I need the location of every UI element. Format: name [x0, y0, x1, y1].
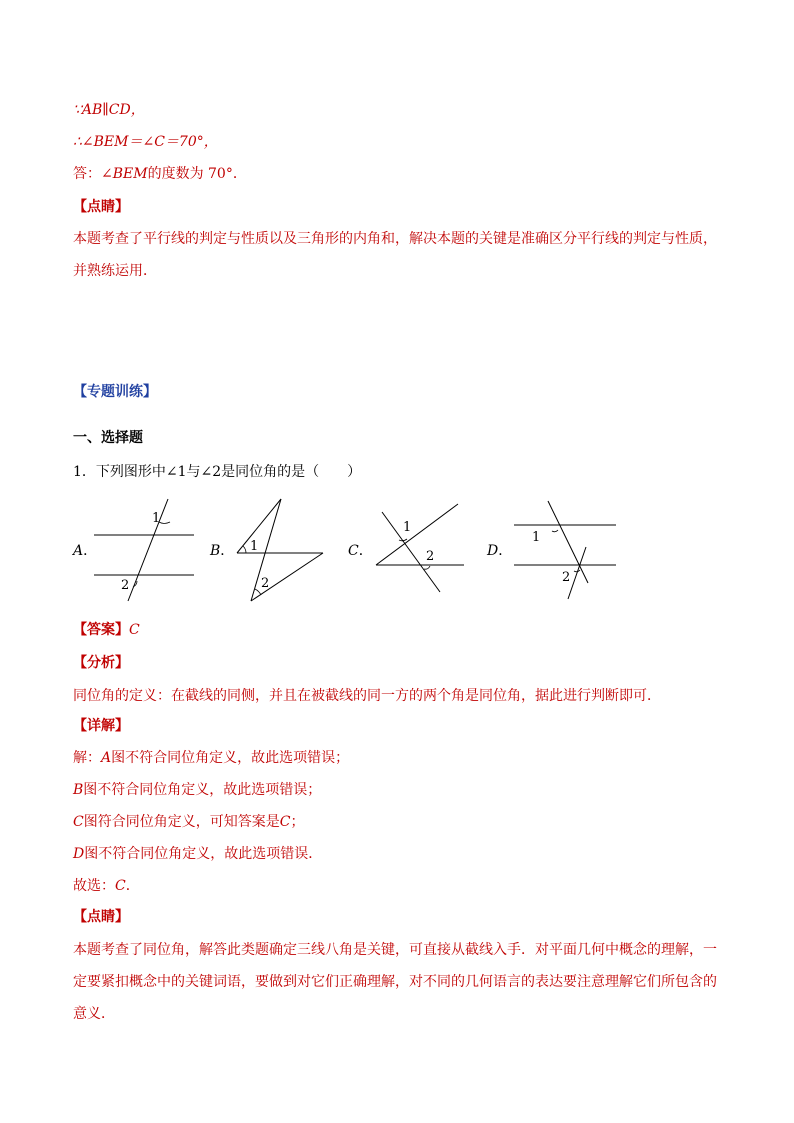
answer-rest: 的度数为 70°．: [147, 166, 247, 182]
dianjing-text-2: 并熟练运用．: [73, 263, 157, 279]
figure-a-angle-2: 2: [121, 578, 130, 593]
option-c-dot: ．: [358, 543, 373, 559]
figure-c-angle-2: 2: [426, 549, 435, 564]
figure-b-angle-2: 2: [261, 576, 270, 591]
detail-line-5-prefix: 故选：: [73, 878, 115, 894]
detail-line-4-rest: 图不符合同位角定义，故此选项错误．: [84, 846, 323, 862]
detail-line-4-letter: D: [73, 846, 85, 862]
dianjing2-text-3: 意义．: [73, 1006, 115, 1022]
solution-answer-line: [73, 164, 247, 184]
figure-d-arc-1: [552, 530, 558, 532]
question-text: 1．下列图形中∠1与∠2是同位角的是（ ）: [73, 464, 362, 480]
dianjing2-text-1: 本题考查了同位角，解答此类题确定三线八角是关键，可直接从截线入手．对平面几何中概念的理解，一: [73, 942, 717, 958]
dianjing-title: 【点睛】: [73, 199, 129, 215]
figure-b-diagram: [233, 495, 333, 605]
figure-a-transversal: [128, 499, 168, 601]
figure-a-diagram: [90, 495, 200, 605]
answer-value: C: [129, 622, 140, 638]
figure-a-arc-1: [159, 522, 170, 524]
dianjing-text-1: 本题考查了平行线的判定与性质以及三角形的内角和，解决本题的关键是准确区分平行线的判定与性质，: [73, 231, 717, 247]
detail-label: 【详解】: [73, 718, 129, 734]
dianjing2-label: 【点睛】: [73, 909, 129, 925]
answer-prefix: 答：: [73, 166, 101, 182]
option-c-label: [348, 540, 373, 560]
answer-label: 【答案】: [73, 622, 129, 638]
figure-d-diagram: [510, 495, 620, 605]
answer-line: [73, 620, 140, 640]
figure-a-angle-1: 1: [152, 511, 161, 526]
figure-d-arc-2: [574, 570, 580, 572]
figure-c-arc-2: [424, 566, 430, 569]
solution-line-angle-equal: [73, 132, 218, 152]
training-title: 【专题训练】: [73, 384, 157, 400]
detail-line-3-letter: C: [73, 814, 84, 830]
option-b-letter: B: [210, 543, 221, 559]
dianjing2-text-2: 定要紧扣概念中的关键词语，要做到对它们正确理解，对不同的几何语言的表达要注意理解它们所包含的: [73, 974, 717, 990]
detail-line-1: [73, 748, 349, 768]
figure-c-arc-1: [399, 539, 407, 541]
option-c-letter: C: [348, 543, 359, 559]
analysis-label: 【分析】: [73, 655, 129, 671]
option-a-letter: A: [73, 543, 84, 559]
detail-line-2: [73, 780, 321, 800]
detail-line-1-prefix: 解：: [73, 750, 101, 766]
detail-line-5-end: ．: [125, 878, 140, 894]
option-d-label: [487, 540, 512, 560]
detail-line-5: [73, 876, 140, 896]
option-b-dot: ．: [220, 543, 235, 559]
detail-line-5-ans: C: [115, 878, 126, 894]
figure-c-angle-1: 1: [403, 520, 412, 535]
detail-line-1-letter: A: [101, 750, 112, 766]
figure-b-side-left: [237, 499, 281, 553]
analysis-text: 同位角的定义：在截线的同侧，并且在被截线的同一方的两个角是同位角，据此进行判断即可．: [73, 688, 661, 704]
detail-line-4: [73, 844, 322, 864]
solution-line-angle-equal-text: ∴∠BEM＝∠C＝70°，: [73, 134, 218, 150]
option-a-dot: ．: [83, 543, 98, 559]
detail-line-2-rest: 图不符合同位角定义，故此选项错误；: [83, 782, 322, 798]
solution-line-parallel: ∵AB∥CD，: [73, 102, 145, 118]
answer-angle: ∠BEM: [101, 166, 148, 182]
detail-line-1-rest: 图不符合同位角定义，故此选项错误；: [111, 750, 350, 766]
figure-c-transversal-2: [376, 504, 458, 565]
detail-line-3-mid: 图符合同位角定义，可知答案是: [83, 814, 280, 830]
section-title: 一、选择题: [73, 430, 143, 446]
figure-b-arc-1: [243, 546, 246, 553]
figure-d-angle-2: 2: [562, 570, 571, 585]
figure-d-angle-1: 1: [532, 530, 541, 545]
option-d-letter: D: [487, 543, 499, 559]
detail-line-3-end: ；: [290, 814, 305, 830]
figure-b-angle-1: 1: [250, 539, 259, 554]
option-d-dot: ．: [498, 543, 513, 559]
detail-line-2-letter: B: [73, 782, 84, 798]
detail-line-3-ans: C: [279, 814, 291, 830]
option-b-label: [210, 540, 234, 560]
figure-c-diagram: [372, 500, 472, 600]
detail-line-3: [73, 812, 304, 832]
